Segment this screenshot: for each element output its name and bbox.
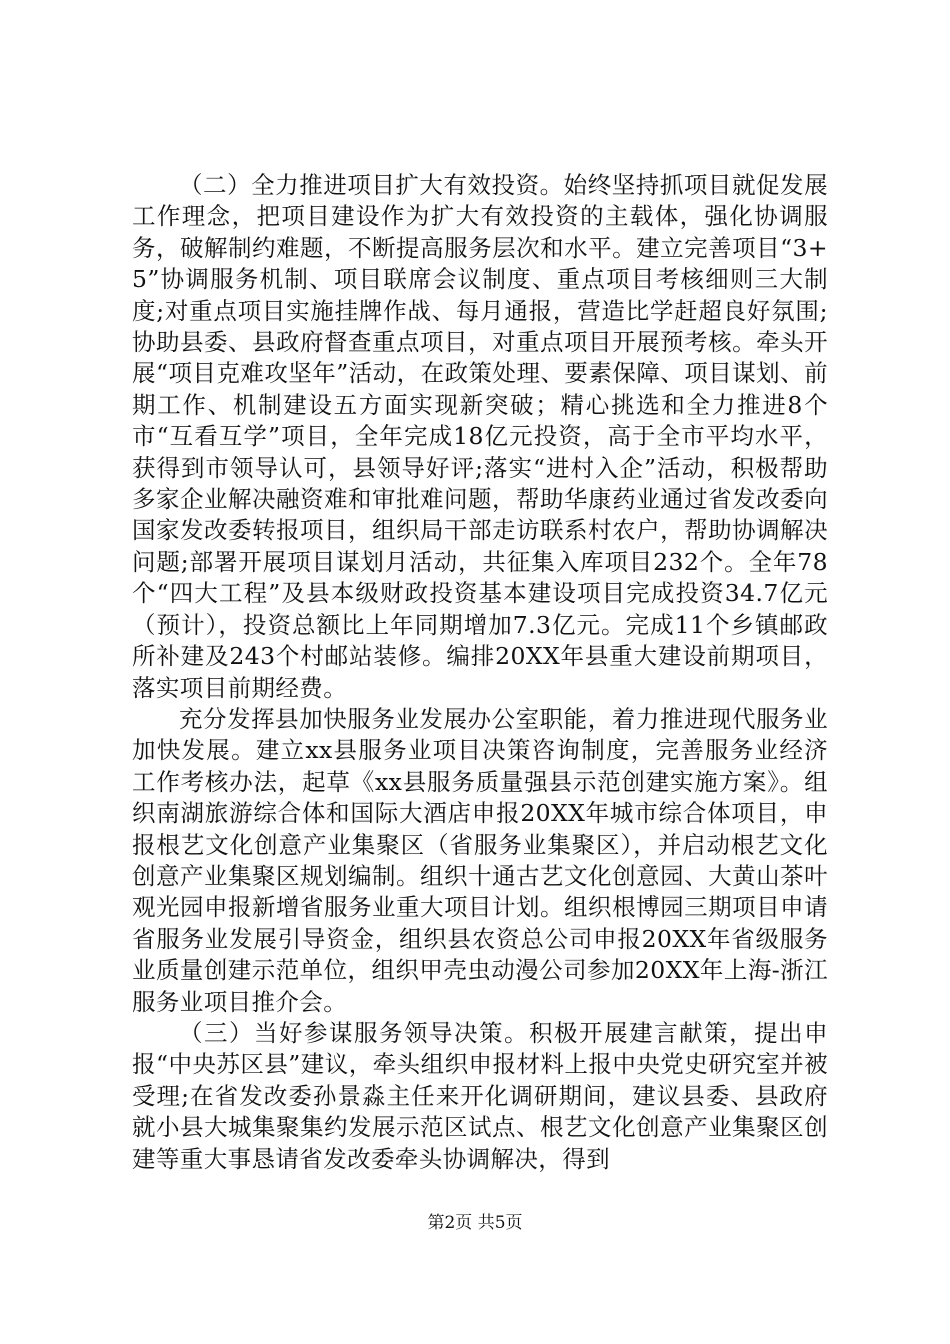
paragraph-3: （三）当好参谋服务领导决策。积极开展建言献策，提出申报“中央苏区县”建议，牵头组织申报材料上报中央党史研究室并被受理;在省发改委孙景淼主任来开化调研期间，建议县委、县政府就小县大城集聚集约发展示范区试点、根艺文化创意产业集聚区创建等重大事恳请省发改委牵头协调解决，得到: [132, 1018, 828, 1173]
paragraph-1: （二）全力推进项目扩大有效投资。始终坚持抓项目就促发展工作理念，把项目建设作为扩大有效投资的主载体，强化协调服务，破解制约难题，不断提高服务层次和水平。建立完善项目“3+5”协调服务机制、项目联席会议制度、重点项目考核细则三大制度;对重点项目实施挂牌作战、每月通报，营造比学赶超良好氛围;协助县委、县政府督查重点项目，对重点项目开展预考核。牵头开展“项目克难攻坚年”活动，在政策处理、要素保障、项目谋划、前期工作、机制建设五方面实现新突破；精心挑选和全力推进8个市“互看互学”项目，全年完成18亿元投资，高于全市平均水平，获得到市领导认可，县领导好评;落实“进村入企”活动，积极帮助多家企业解决融资难和审批难问题，帮助华康药业通过省发改委向国家发改委转报项目，组织局干部走访联系村农户，帮助协调解决问题;部署开展项目谋划月活动，共征集入库项目232个。全年78个“四大工程”及县本级财政投资基本建设项目完成投资34.7亿元（预计），投资总额比上年同期增加7.3亿元。完成11个乡镇邮政所补建及243个村邮站装修。编排20XX年县重大建设前期项目，落实项目前期经费。: [132, 171, 828, 702]
page-footer: 第2页 共5页: [427, 1213, 523, 1233]
document-body: [132, 170, 828, 1175]
paragraph-2: 充分发挥县加快服务业发展办公室职能，着力推进现代服务业加快发展。建立xx县服务业项目决策咨询制度，完善服务业经济工作考核办法，起草《xx县服务质量强县示范创建实施方案》。组织南湖旅游综合体和国际大酒店申报20XX年城市综合体项目，申报根艺文化创意产业集聚区（省服务业集聚区），并启动根艺文化创意产业集聚区规划编制。组织十通古艺文化创意园、大黄山茶叶观光园申报新增省服务业重大项目计划。组织根博园三期项目申请省服务业发展引导资金，组织县农资总公司申报20XX年省级服务业质量创建示范单位，组织甲壳虫动漫公司参加20XX年上海-浙江服务业项目推介会。: [132, 704, 828, 1016]
